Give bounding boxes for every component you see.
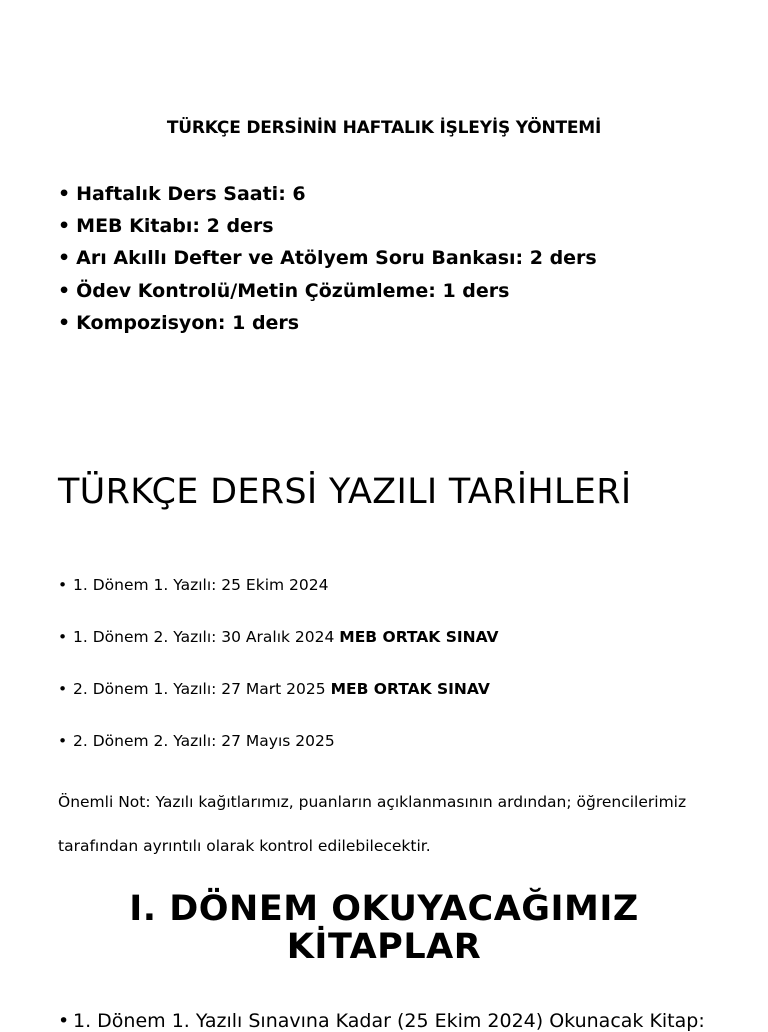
bullet-icon: • <box>58 183 71 205</box>
exam-date-text: 2. Dönem 2. Yazılı: 27 Mayıs 2025 <box>73 732 335 750</box>
note-line: Önemli Not: Yazılı kağıtlarımız, puanların açıklanmasının ardından; öğrencilerimiz <box>58 793 687 811</box>
list-item <box>58 307 597 339</box>
bullet-icon: • <box>58 1010 70 1032</box>
list-item <box>58 731 499 783</box>
exam-date-text: 2. Dönem 1. Yazılı: 27 Mart 2025 <box>73 680 326 698</box>
list-item <box>58 1010 705 1032</box>
weekly-schedule-title: TÜRKÇE DERSİNİN HAFTALIK İŞLEYİŞ YÖNTEMİ <box>166 118 602 138</box>
note-line: tarafından ayrıntılı olarak kontrol edilebilecektir. <box>58 837 431 855</box>
bullet-icon: • <box>58 279 71 302</box>
book-item-text: 1. Dönem 1. Yazılı Sınavına Kadar (25 Ekim 2024) Okunacak Kitap: <box>73 1010 705 1032</box>
bullet-icon: • <box>58 732 68 750</box>
books-heading-line: I. DÖNEM OKUYACAĞIMIZ <box>129 889 639 929</box>
bullet-icon: • <box>58 247 71 270</box>
list-item <box>58 210 597 242</box>
books-list <box>58 1010 705 1032</box>
list-item-text: Kompozisyon: 1 ders <box>76 311 300 334</box>
list-item <box>58 575 499 627</box>
exam-dates-list <box>58 575 499 783</box>
bullet-icon: • <box>58 628 68 646</box>
list-item-text: Ödev Kontrolü/Metin Çözümleme: 1 ders <box>76 279 510 302</box>
important-note <box>58 780 738 868</box>
list-item-text: Arı Akıllı Defter ve Atölyem Soru Bankası: 2 ders <box>76 247 597 270</box>
exam-dates-heading: TÜRKÇE DERSİ YAZILI TARİHLERİ <box>58 472 632 512</box>
exam-tag: MEB ORTAK SINAV <box>330 680 490 698</box>
list-item <box>58 275 597 307</box>
weekly-schedule-list <box>58 178 597 339</box>
bullet-icon: • <box>58 680 68 698</box>
bullet-icon: • <box>58 215 71 238</box>
books-heading-line: KİTAPLAR <box>286 927 482 967</box>
bullet-icon: • <box>58 311 71 334</box>
exam-date-text: 1. Dönem 2. Yazılı: 30 Aralık 2024 <box>73 628 335 646</box>
list-item <box>58 178 597 210</box>
list-item-text: Haftalık Ders Saati: 6 <box>76 183 306 205</box>
list-item <box>58 242 597 274</box>
list-item <box>58 679 499 731</box>
exam-date-text: 1. Dönem 1. Yazılı: 25 Ekim 2024 <box>73 576 329 594</box>
list-item-text: MEB Kitabı: 2 ders <box>76 215 274 238</box>
books-heading <box>0 890 768 966</box>
exam-tag: MEB ORTAK SINAV <box>339 628 499 646</box>
list-item <box>58 627 499 679</box>
bullet-icon: • <box>58 576 68 594</box>
